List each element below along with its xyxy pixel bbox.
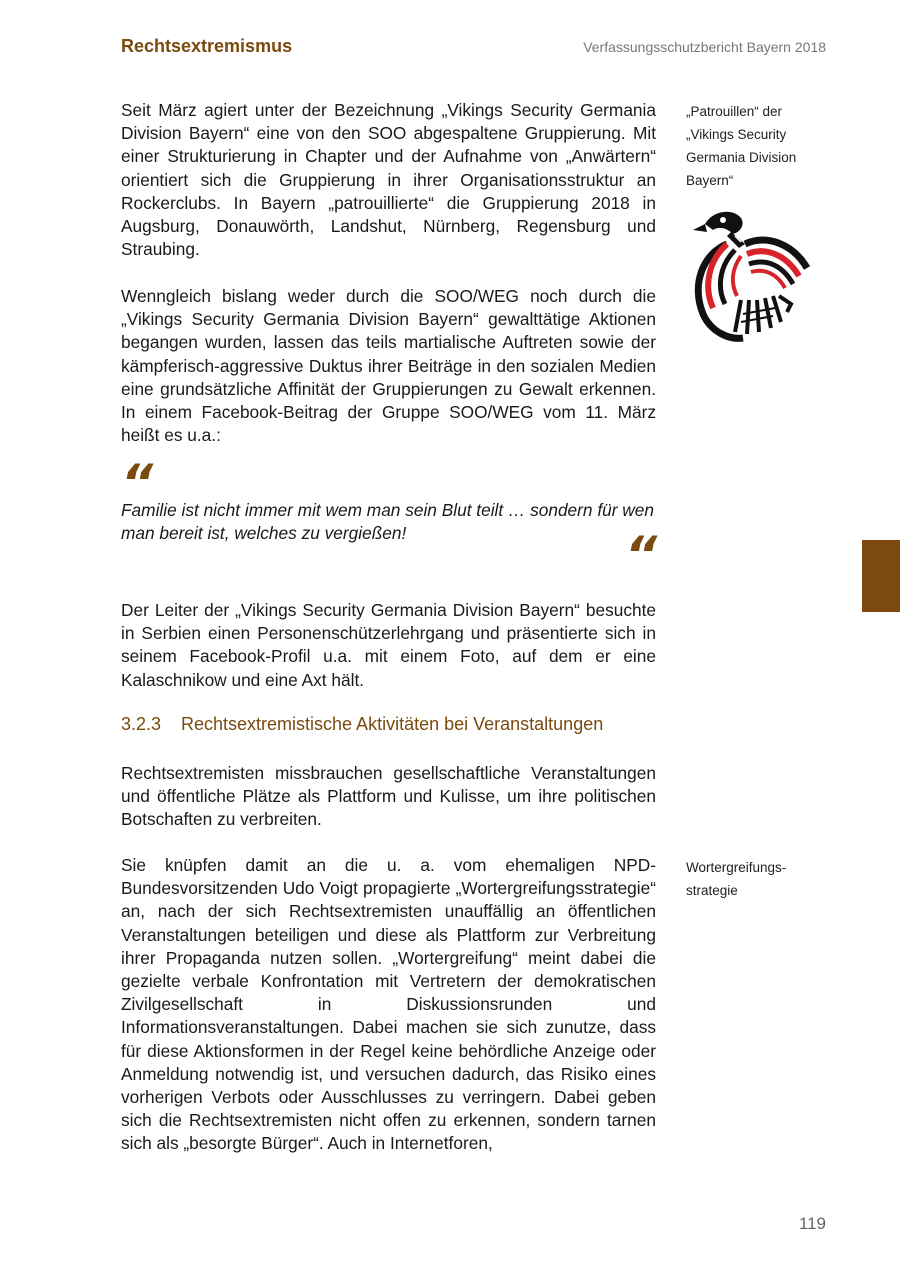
section-heading <box>121 714 603 735</box>
raven-logo-image <box>683 204 828 344</box>
paragraph-1: Seit März agiert unter der Bezeichnung „Vikings Security Germania Division Bayern“ eine von den SOO abgespaltene Gruppierung. Mit einer Strukturierung in Chapter und der Aufnahme von „Anwärtern“ orientiert sich die Gruppierung in ihrer Organisationsstruktur an Rockerclubs. In Bayern „patrouillierte“ die Gruppierung 2018 in Augsburg, Donauwörth, Landshut, Nürnberg, Regensburg und Straubing. <box>121 100 656 260</box>
paragraph-3: Der Leiter der „Vikings Security Germania Division Bayern“ besuchte in Serbien einen Personenschützerlehrgang und präsentierte sich in seinem Facebook-Profil u.a. mit einem Foto, auf dem er eine Kalaschnikow und eine Axt hält. <box>121 600 656 690</box>
quote-open-mark: “ <box>121 454 154 512</box>
paragraph-4: Rechtsextremisten missbrauchen gesellschaftliche Veranstaltungen und öffentliche Plätze als Plattform und Kulisse, um ihre politischen Botschaften zu verbreiten. <box>121 763 656 830</box>
quote-close-mark: “ <box>625 526 658 584</box>
page-number: 119 <box>798 1214 826 1233</box>
margin-note-patrouillen: „Patrouillen“ der „Vikings Security Germania Division Bayern“ <box>686 104 797 188</box>
section-title: Rechtsextremismus <box>121 36 293 56</box>
paragraph-2: Wenngleich bislang weder durch die SOO/WEG noch durch die „Vikings Security Germania Division Bayern“ gewalttätige Aktionen begangen wurden, lassen das teils martialische Auftreten sowie der kämpferisch-aggressive Duktus ihrer Beiträge in den sozialen Medien eine grundsätzliche Affinität der Gruppierungen zu Gewalt erkennen. In einem Facebook-Beitrag der Gruppe SOO/WEG vom 11. März heißt es u.a.: <box>121 286 656 446</box>
publication-title: Verfassungsschutzbericht Bayern 2018 <box>583 39 826 55</box>
quote-text: Familie ist nicht immer mit wem man sein Blut teilt … sondern für wen man bereit ist, welches zu vergießen! <box>121 500 655 544</box>
chapter-tab-marker <box>862 540 900 612</box>
paragraph-5: Sie knüpfen damit an die u. a. vom ehemaligen NPD-Bundesvorsitzenden Udo Voigt propagierte „Wortergreifungsstrategie“ an, nach der sich Rechtsextremisten unauffällig an öffentlichen Veranstaltungen beteiligen und diese als Plattform zur Verbreitung ihrer Propaganda nutzen sollen. „Wortergreifung“ meint dabei die gezielte verbale Konfrontation mit Vertretern der demokratischen Zivilgesellschaft in Diskussionsrunden und Informationsveranstaltungen. Dabei machen sie sich zunutze, dass für diese Aktionsformen in der Regel keine behördliche Anzeige oder Anmeldung notwendig ist, und versuchen dadurch, das Risiko eines vorherigen Verbots oder Ausschlusses zu verringern. Dabei geben sich die Rechtsextremisten nicht offen zu erkennen, sondern tarnen sich als „besorgte Bürger“. Auch in Internetforen, <box>121 855 656 1154</box>
margin-note-wortergreifung: Wortergreifungs-strategie <box>686 860 787 898</box>
section-heading-text: Rechtsextremistische Aktivitäten bei Veranstaltungen <box>181 714 604 734</box>
section-heading-number: 3.2.3 <box>121 714 162 734</box>
